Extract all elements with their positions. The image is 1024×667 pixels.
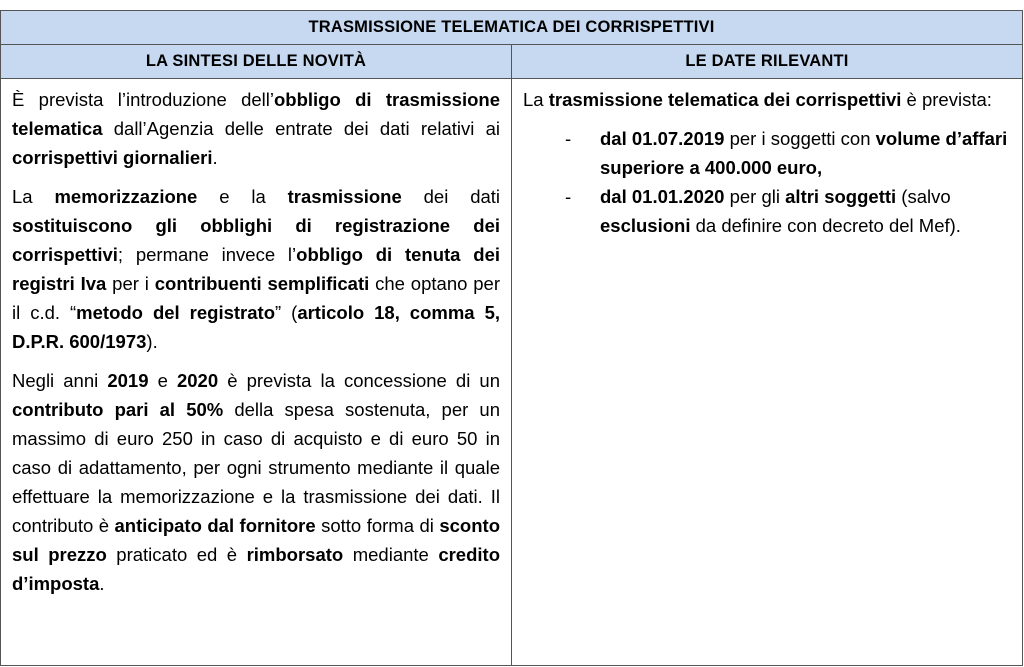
bold-text-run: contributo pari al 50% (12, 399, 224, 420)
text-run: che optano per il c.d. “ (12, 273, 500, 323)
bold-text-run: contribuenti semplificati (154, 273, 370, 294)
text-run: sotto forma di (315, 515, 440, 536)
text-run: ; permane invece l’ (117, 244, 297, 265)
text-run: ” ( (275, 302, 298, 323)
text-run: e la (197, 186, 288, 207)
bold-text-run: obbligo di tenuta dei registri Iva (12, 244, 500, 294)
bold-text-run: sconto sul prezzo (12, 515, 500, 565)
text-run: è prevista: (901, 89, 992, 110)
text-run: per gli (724, 186, 786, 207)
dates-intro (523, 85, 1011, 114)
text-run: La (523, 89, 549, 110)
text-run: . (99, 573, 105, 594)
summary-paragraph-2 (12, 182, 500, 356)
column-header-dates: LE DATE RILEVANTI (512, 45, 1023, 79)
dates-list-item-text (600, 128, 1007, 178)
text-run: da definire con decreto del Mef). (690, 215, 961, 236)
text-run: ). (146, 331, 158, 352)
text-run: . (212, 147, 218, 168)
bold-text-run: 2019 (107, 370, 149, 391)
summary-cell (1, 79, 512, 666)
text-run: È prevista l’introduzione dell’ (12, 89, 274, 110)
text-run: La (12, 186, 55, 207)
bold-text-run: articolo 18, comma 5, D.P.R. 600/1973 (12, 302, 500, 352)
bold-text-run: volume d’affari superiore a 400.000 euro, (600, 128, 1008, 178)
text-run: dei dati (401, 186, 501, 207)
bold-text-run: rimborsato (246, 544, 344, 565)
summary-table (0, 10, 1023, 666)
text-run: è prevista la concessione di un (218, 370, 500, 391)
text-run: e (148, 370, 177, 391)
dates-list-item (523, 182, 1011, 240)
text-run: (salvo (896, 186, 951, 207)
dates-cell (512, 79, 1023, 666)
summary-paragraph-3 (12, 366, 500, 598)
summary-paragraph-1 (12, 85, 500, 172)
bold-text-run: dal 01.07.2019 (600, 128, 725, 149)
table-title: TRASMISSIONE TELEMATICA DEI CORRISPETTIVI (1, 11, 1023, 45)
text-run: Negli anni (12, 370, 108, 391)
bold-text-run: corrispettivi giornalieri (12, 147, 213, 168)
bold-text-run: metodo del registrato (76, 302, 275, 323)
text-run: mediante (343, 544, 439, 565)
text-run: praticato ed è (106, 544, 247, 565)
column-header-summary: LA SINTESI DELLE NOVITÀ (1, 45, 512, 79)
bold-text-run: trasmissione telematica dei corrispettivi (548, 89, 902, 110)
dates-list-item (523, 124, 1011, 182)
bullet-dash: - (565, 186, 572, 207)
bullet-dash: - (565, 128, 572, 149)
bold-text-run: memorizzazione (54, 186, 198, 207)
text-run: della spesa sostenuta, per un massimo di euro 250 in caso di acquisto e di euro 50 in caso di adattamento, per ogni strumento mediante il quale effettuare la memorizzazione e la trasmissione dei dati. Il contributo è (12, 399, 500, 536)
dates-list (523, 124, 1011, 240)
dates-list-item-text (600, 186, 961, 236)
text-run: per i (106, 273, 155, 294)
bold-text-run: altri soggetti (785, 186, 897, 207)
bold-text-run: esclusioni (600, 215, 691, 236)
bold-text-run: dal 01.01.2020 (600, 186, 725, 207)
bold-text-run: trasmissione (287, 186, 402, 207)
document (0, 10, 1024, 666)
bold-text-run: anticipato dal fornitore (114, 515, 316, 536)
text-run: dall’Agenzia delle entrate dei dati relativi ai (102, 118, 500, 139)
bold-text-run: credito d’imposta (12, 544, 500, 594)
text-run: per i soggetti con (724, 128, 876, 149)
bold-text-run: obbligo di trasmissione telematica (12, 89, 500, 139)
bold-text-run: sostituiscono gli obblighi di registrazione dei corrispettivi (12, 215, 500, 265)
bold-text-run: 2020 (176, 370, 219, 391)
